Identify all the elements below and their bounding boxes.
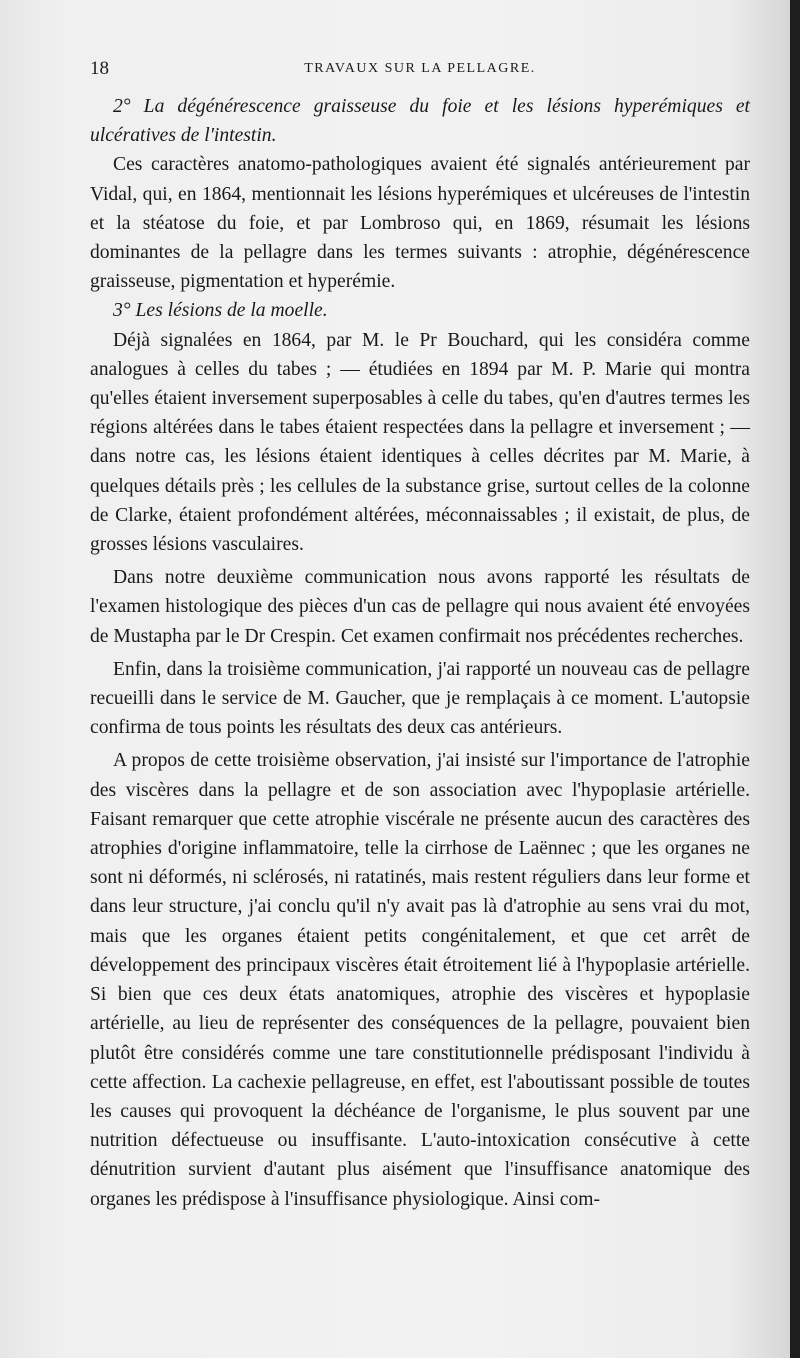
section-heading-liver-intestine: 2° La dégénérescence graisseuse du foie et les lésions hyperémiques et ulcératives de l'intestin. bbox=[90, 96, 750, 147]
body-text bbox=[90, 92, 750, 1214]
section-heading-spinal-cord: 3° Les lésions de la moelle. bbox=[113, 300, 328, 322]
paragraph-second-communication: Dans notre deuxième communication nous avons rapporté les résultats de l'examen histologique des pièces d'un cas de pellagre qui nous avaient été envoyées de Mustapha par le Dr Crespin. Cet examen confirmait nos précédentes recherches. bbox=[90, 567, 750, 647]
paragraph-bouchard-marie: Déjà signalées en 1864, par M. le Pr Bouchard, qui les considéra comme analogues à celles du tabes ; — étudiées en 1894 par M. P. Marie qui montra qu'elles étaient inversement superposables à celle du tabes, qu'en d'autres termes les régions altérées dans le tabes étaient respectées dans la pellagre et inversement ; — dans notre cas, les lésions étaient identiques à celles décrites par M. Marie, à quelques détails près ; les cellules de la substance grise, surtout celles de la colonne de Clarke, étaient profondément altérées, méconnaissables ; il existait, de plus, de grosses lésions vasculaires. bbox=[90, 329, 750, 556]
paragraph-vidal-lombroso: Ces caractères anatomo-pathologiques avaient été signalés antérieurement par Vidal, qui, en 1864, mentionnait les lésions hyperémiques et ulcéreuses de l'intestin et la stéatose du foie, et par Lombroso qui, en 1869, résumait les lésions dominantes de la pellagre dans les termes suivants : atrophie, dégénérescence graisseuse, pigmentation et hyperémie. bbox=[90, 154, 750, 293]
page-edge-shadow bbox=[790, 0, 800, 1358]
paragraph-third-communication: Enfin, dans la troisième communication, j'ai rapporté un nouveau cas de pellagre recueilli dans le service de M. Gaucher, que je remplaçais à ce moment. L'autopsie confirma de tous points les résultats des deux cas antérieurs. bbox=[90, 658, 750, 739]
paragraph-third-observation: A propos de cette troisième observation, j'ai insisté sur l'importance de l'atrophie des viscères dans la pellagre et de son association avec l'hypoplasie artérielle. Faisant remarquer que cette atrophie viscérale ne présente aucun des caractères des atrophies d'origine inflammatoire, telle la cirrhose de Laënnec ; que les organes ne sont ni déformés, ni sclérosés, ni ratatinés, mais restent réguliers dans leur forme et dans leur structure, j'ai conclu qu'il n'y avait pas là d'atrophie au sens vrai du mot, mais que les organes étaient petits congénitalement, et que cet arrêt de développement des principaux viscères était étroitement lié à l'hypoplasie artérielle. Si bien que ces deux états anatomiques, atrophie des viscères et hypoplasie artérielle, au lieu de représenter des conséquences de la pellagre, pouvaient bien plutôt être considérés comme une tare constitutionnelle prédisposant l'individu à cette affection. La cachexie pellagreuse, en effet, est l'aboutissant possible de toutes les causes qui provoquent la déchéance de l'organisme, le plus souvent par une nutrition défectueuse ou insuffisante. L'auto-intoxication consécutive à cette dénutrition survient d'autant plus aisément que l'insuffisance anatomique des organes les prédispose à l'insuffisance physiologique. Ainsi com- bbox=[90, 750, 750, 1210]
page-header bbox=[90, 58, 750, 82]
running-title: TRAVAUX SUR LA PELLAGRE. bbox=[304, 61, 536, 76]
page-number: 18 bbox=[90, 58, 109, 79]
